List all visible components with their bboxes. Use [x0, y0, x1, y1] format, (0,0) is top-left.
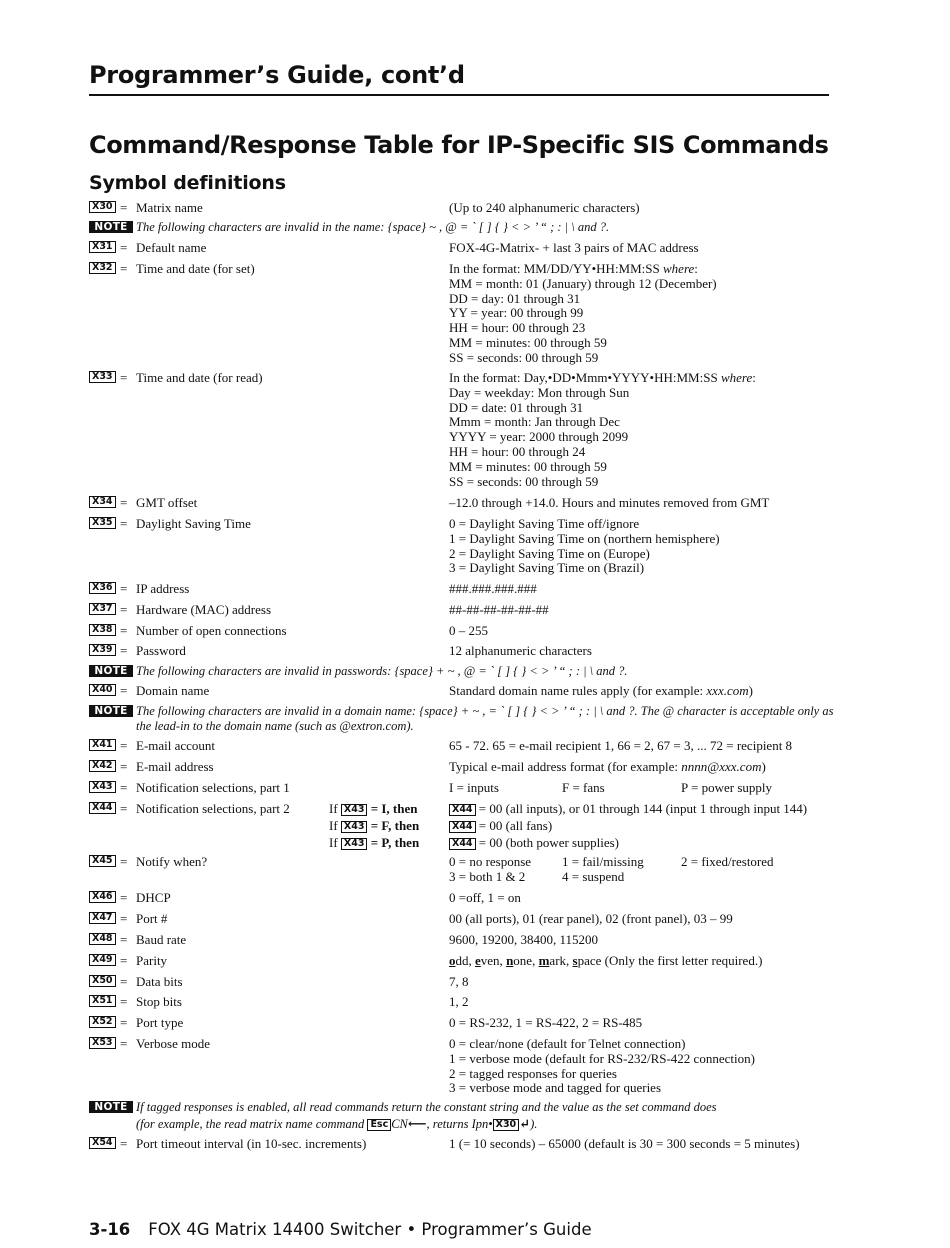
symbol-badge: X54	[89, 1137, 116, 1149]
symbol-badge: X34	[89, 496, 116, 508]
symbol-value: 00 (all ports), 01 (rear panel), 02 (front panel), 03 – 99	[449, 911, 733, 926]
symbol-badge: X38	[89, 624, 116, 636]
symbol-badge: X44	[449, 838, 476, 850]
value-line: 3 = Daylight Saving Time on (Brazil)	[449, 560, 645, 576]
symbol-value	[449, 517, 720, 576]
value-line: HH = hour: 00 through 24	[449, 443, 586, 459]
page-header: Programmer’s Guide, cont’d	[89, 60, 829, 96]
symbol-value	[449, 1037, 755, 1096]
value-line: SS = seconds: 00 through 59	[449, 473, 599, 489]
value-line: 1 = Daylight Saving Time on (northern hemisphere)	[449, 530, 720, 546]
symbol-label: Hardware (MAC) address	[136, 602, 272, 617]
symbol-badge: X53	[89, 1037, 116, 1049]
equals-sign: =	[120, 683, 128, 698]
symbol-value: In the format: Day,•DD•Mmm•YYYY•HH:MM:SS where: Day = weekday: Mon through Sun DD = date: 01 through 31 Mmm = month: Jan through Dec YYYY = year: 2000 through 2099 HH = hour: 00 through 24 MM = minutes: 00 through 59 SS = seconds: 00 through 59	[449, 370, 756, 489]
value-line: Mmm = month: Jan through Dec	[449, 414, 620, 430]
symbol-value: 12 alphanumeric characters	[449, 643, 592, 658]
symbol-badge: X45	[89, 855, 116, 867]
symbol-label: E-mail account	[136, 738, 216, 753]
value-line: DD = date: 01 through 31	[449, 399, 584, 415]
symbol-badge: X36	[89, 582, 116, 594]
equals-sign: =	[120, 759, 128, 774]
symbol-label: Stop bits	[136, 994, 182, 1009]
equals-sign: =	[120, 1036, 128, 1051]
page-footer	[89, 1220, 592, 1239]
equals-sign: =	[120, 581, 128, 596]
symbol-value: odd, even, none, mark, space (Only the first letter required.)	[449, 953, 763, 968]
equals-sign: =	[120, 801, 128, 816]
value-line: SS = seconds: 00 through 59	[449, 349, 599, 365]
equals-sign: =	[120, 623, 128, 638]
symbol-value: 1, 2	[449, 994, 469, 1009]
symbol-value: P = power supply	[681, 780, 772, 795]
symbol-label: Baud rate	[136, 932, 187, 947]
page-number: 3-16	[89, 1220, 131, 1239]
symbol-badge: X44	[449, 804, 476, 816]
symbol-label: Notification selections, part 1	[136, 780, 290, 795]
value-line: MM = minutes: 00 through 59	[449, 458, 607, 474]
symbol-value: Standard domain name rules apply (for example: xxx.com)	[449, 683, 753, 698]
symbol-label: Time and date (for read)	[136, 370, 263, 385]
symbol-label: Password	[136, 643, 186, 658]
condition-list: If X43 = I, then If X43 = F, then If X43 = P, then	[329, 801, 420, 850]
symbol-label: Default name	[136, 240, 207, 255]
symbol-badge: X33	[89, 371, 116, 383]
symbol-badge: X43	[341, 821, 368, 833]
value-line: 2 = Daylight Saving Time on (Europe)	[449, 545, 650, 561]
symbol-label: Port timeout interval (in 10-sec. increments)	[136, 1136, 367, 1151]
value-line: 2 = tagged responses for queries	[449, 1065, 617, 1081]
symbol-value: (Up to 240 alphanumeric characters)	[449, 200, 640, 215]
note-text: The following characters are invalid in passwords: {space} + ~ , @ = ` [ ] { } < > ’ “ ; : | \ and ?.	[136, 664, 628, 678]
value-line: HH = hour: 00 through 23	[449, 320, 586, 336]
equals-sign: =	[120, 953, 128, 968]
symbol-badge: X44	[89, 802, 116, 814]
equals-sign: =	[120, 516, 128, 531]
value-line: 3 = verbose mode and tagged for queries	[449, 1080, 662, 1096]
equals-sign: =	[120, 1015, 128, 1030]
symbol-badge: X43	[341, 838, 368, 850]
symbol-value: –12.0 through +14.0. Hours and minutes removed from GMT	[449, 495, 770, 510]
symbol-value: 1 (= 10 seconds) – 65000 (default is 30 = 300 seconds = 5 minutes)	[449, 1136, 800, 1151]
symbol-value: ##-##-##-##-##-##	[449, 602, 549, 617]
value-line: 0 = clear/none (default for Telnet connection)	[449, 1036, 686, 1051]
symbol-label: Notify when?	[136, 854, 208, 869]
symbol-badge: X46	[89, 891, 116, 903]
equals-sign: =	[120, 854, 128, 869]
footer-text: FOX 4G Matrix 14400 Switcher • Programmer’s Guide	[148, 1220, 592, 1239]
equals-sign: =	[120, 974, 128, 989]
value-line: 1 = verbose mode (default for RS-232/RS-422 connection)	[449, 1050, 755, 1066]
equals-sign: =	[120, 911, 128, 926]
value-line: Day = weekday: Mon through Sun	[449, 384, 630, 400]
symbol-value: In the format: MM/DD/YY•HH:MM:SS where: MM = month: 01 (January) through 12 (December) DD = day: 01 through 31 YY = year: 00 through 99 HH = hour: 00 through 23 MM = minutes: 00 through 59 SS = seconds: 00 through 59	[449, 261, 717, 365]
symbol-badge: X42	[89, 760, 116, 772]
equals-sign: =	[120, 261, 128, 276]
symbol-label: DHCP	[136, 890, 171, 905]
note-label: NOTE	[89, 1101, 133, 1113]
enter-arrow-icon: ⟵	[407, 1115, 427, 1131]
symbol-value: 3 = both 1 & 2	[449, 869, 526, 884]
symbol-badge: X47	[89, 912, 116, 924]
symbol-label: Daylight Saving Time	[136, 516, 251, 531]
symbol-badge: X31	[89, 241, 116, 253]
value-line: MM = month: 01 (January) through 12 (December)	[449, 275, 717, 291]
symbol-label: GMT offset	[136, 495, 198, 510]
equals-sign: =	[120, 602, 128, 617]
equals-sign: =	[120, 780, 128, 795]
equals-sign: =	[120, 932, 128, 947]
symbol-label: Port #	[136, 911, 168, 926]
esc-key-badge: Esc	[367, 1119, 391, 1131]
symbol-label: Domain name	[136, 683, 210, 698]
equals-sign: =	[120, 1136, 128, 1151]
note-label: NOTE	[89, 665, 133, 677]
symbol-value: Typical e-mail address format (for example: nnnn@xxx.com)	[449, 759, 766, 774]
symbol-label: Time and date (for set)	[136, 261, 255, 276]
symbol-label: E-mail address	[136, 759, 214, 774]
note-label: NOTE	[89, 705, 133, 717]
return-arrow-icon: ↵	[519, 1115, 531, 1131]
note-text: The following characters are invalid in a domain name: {space} + ~ , = ` [ ] { } < > ’ “ ; : | \ and ?. The @ character is acceptable only as the lead-in to the domain name (such as @extron.com).	[136, 704, 834, 733]
symbol-badge: X30	[89, 201, 116, 213]
symbol-badge: X37	[89, 603, 116, 615]
symbol-badge: X49	[89, 954, 116, 966]
symbol-badge: X43	[341, 804, 368, 816]
symbol-label: Port type	[136, 1015, 184, 1030]
symbol-value: 0 = RS-232, 1 = RS-422, 2 = RS-485	[449, 1015, 643, 1030]
section-heading: Symbol definitions	[89, 172, 286, 194]
value-line: MM = minutes: 00 through 59	[449, 334, 607, 350]
symbol-badge: X39	[89, 644, 116, 656]
equals-sign: =	[120, 994, 128, 1009]
symbol-badge: X44	[449, 821, 476, 833]
symbol-value: F = fans	[562, 780, 605, 795]
symbol-badge: X35	[89, 517, 116, 529]
value-line: YYYY = year: 2000 through 2099	[449, 429, 629, 445]
symbol-value: 1 = fail/missing	[562, 854, 644, 869]
symbol-badge: X50	[89, 975, 116, 987]
symbol-value: 9600, 19200, 38400, 115200	[449, 932, 599, 947]
symbol-value: 0 =off, 1 = on	[449, 890, 521, 905]
page-title: Command/Response Table for IP-Specific SIS Commands	[89, 131, 829, 159]
symbol-badge: X43	[89, 781, 116, 793]
symbol-value: I = inputs	[449, 780, 499, 795]
symbol-badge: X51	[89, 995, 116, 1007]
equals-sign: =	[120, 240, 128, 255]
symbol-value: 2 = fixed/restored	[681, 854, 774, 869]
symbol-badge: X40	[89, 684, 116, 696]
symbol-label: IP address	[136, 581, 190, 596]
symbol-label: Notification selections, part 2	[136, 801, 290, 816]
symbol-value: 65 - 72. 65 = e-mail recipient 1, 66 = 2, 67 = 3, ... 72 = recipient 8	[449, 738, 793, 753]
note-text: If tagged responses is enabled, all read commands return the constant string and the value as the set command does (for example, the read matrix name command Esc CN⟵, returns Ipn• X30 ↵).	[136, 1100, 717, 1131]
symbol-badge: X41	[89, 739, 116, 751]
symbol-badge: X52	[89, 1016, 116, 1028]
equals-sign: =	[120, 738, 128, 753]
symbol-value: X44 = 00 (all inputs), or 01 through 144 (input 1 through input 144) X44 = 00 (all fans) X44 = 00 (both power supplies)	[449, 802, 807, 850]
note-label: NOTE	[89, 221, 133, 233]
symbol-label: Matrix name	[136, 200, 203, 215]
equals-sign: =	[120, 200, 128, 215]
equals-sign: =	[120, 643, 128, 658]
value-line: DD = day: 01 through 31	[449, 290, 581, 306]
symbol-value: 0 – 255	[449, 623, 488, 638]
symbol-label: Number of open connections	[136, 623, 287, 638]
equals-sign: =	[120, 495, 128, 510]
value-line: 0 = Daylight Saving Time off/ignore	[449, 516, 640, 531]
symbol-label: Verbose mode	[136, 1036, 211, 1051]
symbol-value: FOX-4G-Matrix- + last 3 pairs of MAC address	[449, 240, 699, 255]
symbol-value: 0 = no response	[449, 854, 532, 869]
symbol-label: Data bits	[136, 974, 183, 989]
value-line: YY = year: 00 through 99	[449, 305, 584, 321]
symbol-badge: X30	[493, 1119, 520, 1131]
symbol-value: 7, 8	[449, 974, 469, 989]
symbol-label: Parity	[136, 953, 168, 968]
note-text: The following characters are invalid in the name: {space} ~ , @ = ` [ ] { } < > ’ “ ; : | \ and ?.	[136, 220, 610, 234]
symbol-badge: X48	[89, 933, 116, 945]
equals-sign: =	[120, 370, 128, 385]
equals-sign: =	[120, 890, 128, 905]
symbol-value: ###.###.###.###	[449, 581, 537, 596]
symbol-badge: X32	[89, 262, 116, 274]
symbol-value: 4 = suspend	[562, 869, 625, 884]
